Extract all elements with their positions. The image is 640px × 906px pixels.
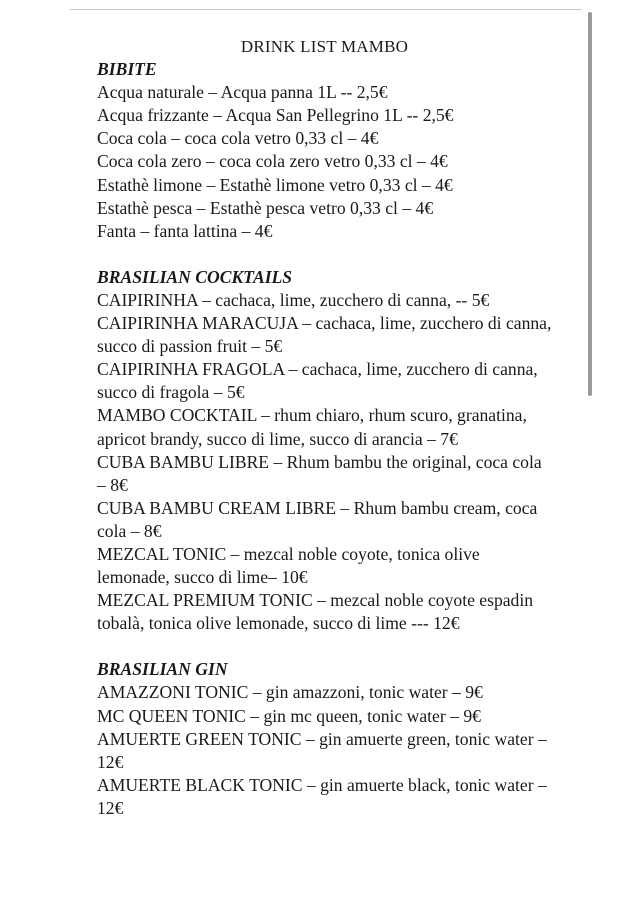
section-title: BRASILIAN COCKTAILS: [97, 266, 293, 287]
section-brasilian-gin: [97, 658, 552, 820]
section-brasilian-cocktails: [97, 266, 552, 636]
menu-item: CUBA BAMBU CREAM LIBRE – Rhum bambu cream, coca cola – 8€: [97, 497, 538, 541]
menu-item: Estathè pesca – Estathè pesca vetro 0,33 cl – 4€: [97, 197, 434, 218]
section-title: BRASILIAN GIN: [97, 659, 228, 680]
menu-item: AMAZZONI TONIC – gin amazzoni, tonic water – 9€: [97, 682, 483, 703]
menu-item: CAIPIRINHA FRAGOLA – cachaca, lime, zucchero di canna, succo di fragola – 5€: [97, 359, 538, 403]
drink-list-document: [97, 35, 552, 843]
menu-item: MEZCAL PREMIUM TONIC – mezcal noble coyote espadin tobalà, tonica olive lemonade, succo di lime --- 12€: [97, 590, 534, 634]
scrollbar[interactable]: [588, 12, 592, 396]
menu-item: AMUERTE BLACK TONIC – gin amuerte black, tonic water – 12€: [97, 774, 547, 818]
menu-item: CUBA BAMBU LIBRE – Rhum bambu the original, coca cola – 8€: [97, 451, 542, 495]
menu-item: Coca cola – coca cola vetro 0,33 cl – 4€: [97, 128, 379, 149]
menu-item: Fanta – fanta lattina – 4€: [97, 220, 273, 241]
document-title: DRINK LIST MAMBO: [240, 37, 409, 56]
menu-item: AMUERTE GREEN TONIC – gin amuerte green, tonic water – 12€: [97, 728, 547, 772]
menu-item: CAIPIRINHA – cachaca, lime, zucchero di canna, -- 5€: [97, 289, 490, 310]
section-title: BIBITE: [97, 59, 157, 80]
menu-item: Acqua frizzante – Acqua San Pellegrino 1L -- 2,5€: [97, 105, 454, 126]
top-divider: [70, 9, 582, 10]
menu-item: CAIPIRINHA MARACUJA – cachaca, lime, zucchero di canna, succo di passion fruit – 5€: [97, 313, 552, 357]
section-bibite: [97, 58, 552, 243]
menu-item: Coca cola zero – coca cola zero vetro 0,33 cl – 4€: [97, 151, 448, 172]
menu-item: Estathè limone – Estathè limone vetro 0,33 cl – 4€: [97, 174, 453, 195]
menu-item: MEZCAL TONIC – mezcal noble coyote, tonica olive lemonade, succo di lime– 10€: [97, 543, 480, 588]
menu-item: MAMBO COCKTAIL – rhum chiaro, rhum scuro, granatina, apricot brandy, succo di lime, succo di arancia – 7€: [97, 405, 527, 449]
menu-item: Acqua naturale – Acqua panna 1L -- 2,5€: [97, 82, 388, 103]
menu-item: MC QUEEN TONIC – gin mc queen, tonic water – 9€: [97, 705, 481, 726]
